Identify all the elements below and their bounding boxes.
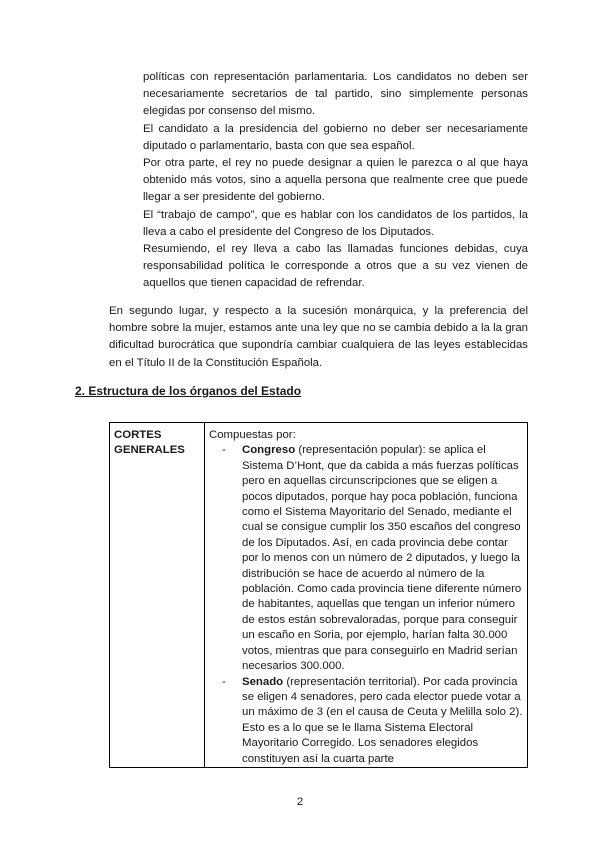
list-item-congreso	[209, 443, 523, 674]
indented-paragraph: El candidato a la presidencia del gobierno no deber ser necesariamente diputado o parlamentario, basta con que sea español.	[143, 122, 528, 152]
dash-bullet: -	[222, 444, 226, 457]
indented-paragraph: Resumiendo, el rey lleva a cabo las llamadas funciones debidas, cuya responsabilidad política le corresponde a otros que a su vez vienen de aquellos que tienen capacidad de refrendar.	[143, 243, 528, 290]
organ-list	[209, 443, 523, 767]
page-number: 2	[296, 796, 304, 808]
indented-paragraph: políticas con representación parlamentaria. Los candidatos no deben ser necesariamente secretarios de tal partido, sino simplemente personas elegidas por consenso del mismo.	[143, 71, 528, 118]
table-intro: Compuestas por:	[209, 429, 296, 441]
item-text: (representación territorial). Por cada provincia se eligen 4 senadores, pero cada elector puede votar a un máximo de 3 (en el causa de Ceuta y Melilla solo 2). Esto es a lo que se le llama Sistema Electoral Mayoritario Corregido. Los senadores elegidos constituyen así la cuarta parte	[242, 675, 523, 765]
state-organs-table	[109, 422, 528, 768]
indented-paragraph: Por otra parte, el rey no puede designar a quien le parezca o al que haya obtenido más votos, sino a aquella persona que realmente cree que puede llegar a ser presidente del gobierno.	[143, 157, 528, 204]
item-text: (representación popular): se aplica el Sistema D’Hont, que da cabida a más fuerzas políticas pero en aquellas circunscripciones que se eligen a pocos diputados, porque hay poca población, funciona como el Sistema Mayoritario del Senado, mediante el cual se consigue cumplir los 350 escaños del congreso de los Diputados. Así, en cada provincia debe contar por lo menos con un número de 2 diputados, y luego la distribución se hace de acuerdo al número de la población. Como cada provincia tiene diferente número de habitantes, aquellas que tengan un inferior número de estos están sobrevaloradas, porque para conseguir un escaño en Soria, por ejemplo, harían falta 30.000 votos, mientras que para conseguirlo en Madrid serían necesarios 300.000.	[242, 444, 522, 673]
section-heading: 2. Estructura de los órganos del Estado	[75, 384, 302, 398]
item-term: Senado	[242, 675, 284, 688]
list-item-senado	[209, 675, 523, 767]
indented-paragraphs	[143, 69, 528, 293]
row-content-cell	[205, 423, 528, 768]
dash-bullet: -	[222, 675, 226, 688]
item-term: Congreso	[242, 444, 296, 457]
row-label-cell	[110, 423, 205, 768]
body-paragraph: En segundo lugar, y respecto a la sucesión monárquica, y la preferencia del hombre sobre la mujer, estamos ante una ley que no se cambia debido a la la gran dificultad burocrática que supondría cambiar cualquiera de las leyes establecidas en el Título II de la Constitución Española.	[109, 305, 528, 369]
table-row	[110, 423, 528, 768]
row-label: CORTES GENERALES	[114, 429, 185, 457]
indented-paragraph: El “trabajo de campo”, que es hablar con los candidatos de los partidos, la lleva a cabo el presidente del Congreso de los Diputados.	[143, 208, 528, 238]
